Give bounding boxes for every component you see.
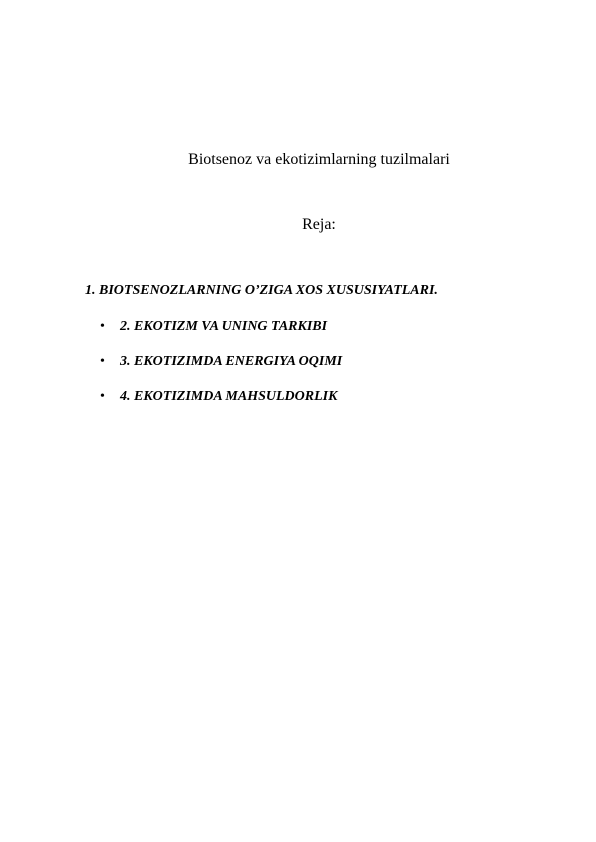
bullet-icon: • <box>100 319 105 334</box>
plan-item-1: 1. BIOTSENOZLARNING O’ZIGA XOS XUSUSIYATLARI. <box>85 283 438 298</box>
plan-item-text: 3. EKOTIZIMDA ENERGIYA OQIMI <box>120 354 343 369</box>
plan-item-text: 4. EKOTIZIMDA MAHSULDORLIK <box>120 389 338 404</box>
bullet-icon: • <box>100 354 105 369</box>
document-title: Biotsenoz va ekotizimlarning tuzilmalari <box>188 151 450 168</box>
plan-heading: Reja: <box>302 216 336 233</box>
bullet-icon: • <box>100 389 105 404</box>
plan-item-text: 2. EKOTIZM VA UNING TARKIBI <box>120 319 328 334</box>
